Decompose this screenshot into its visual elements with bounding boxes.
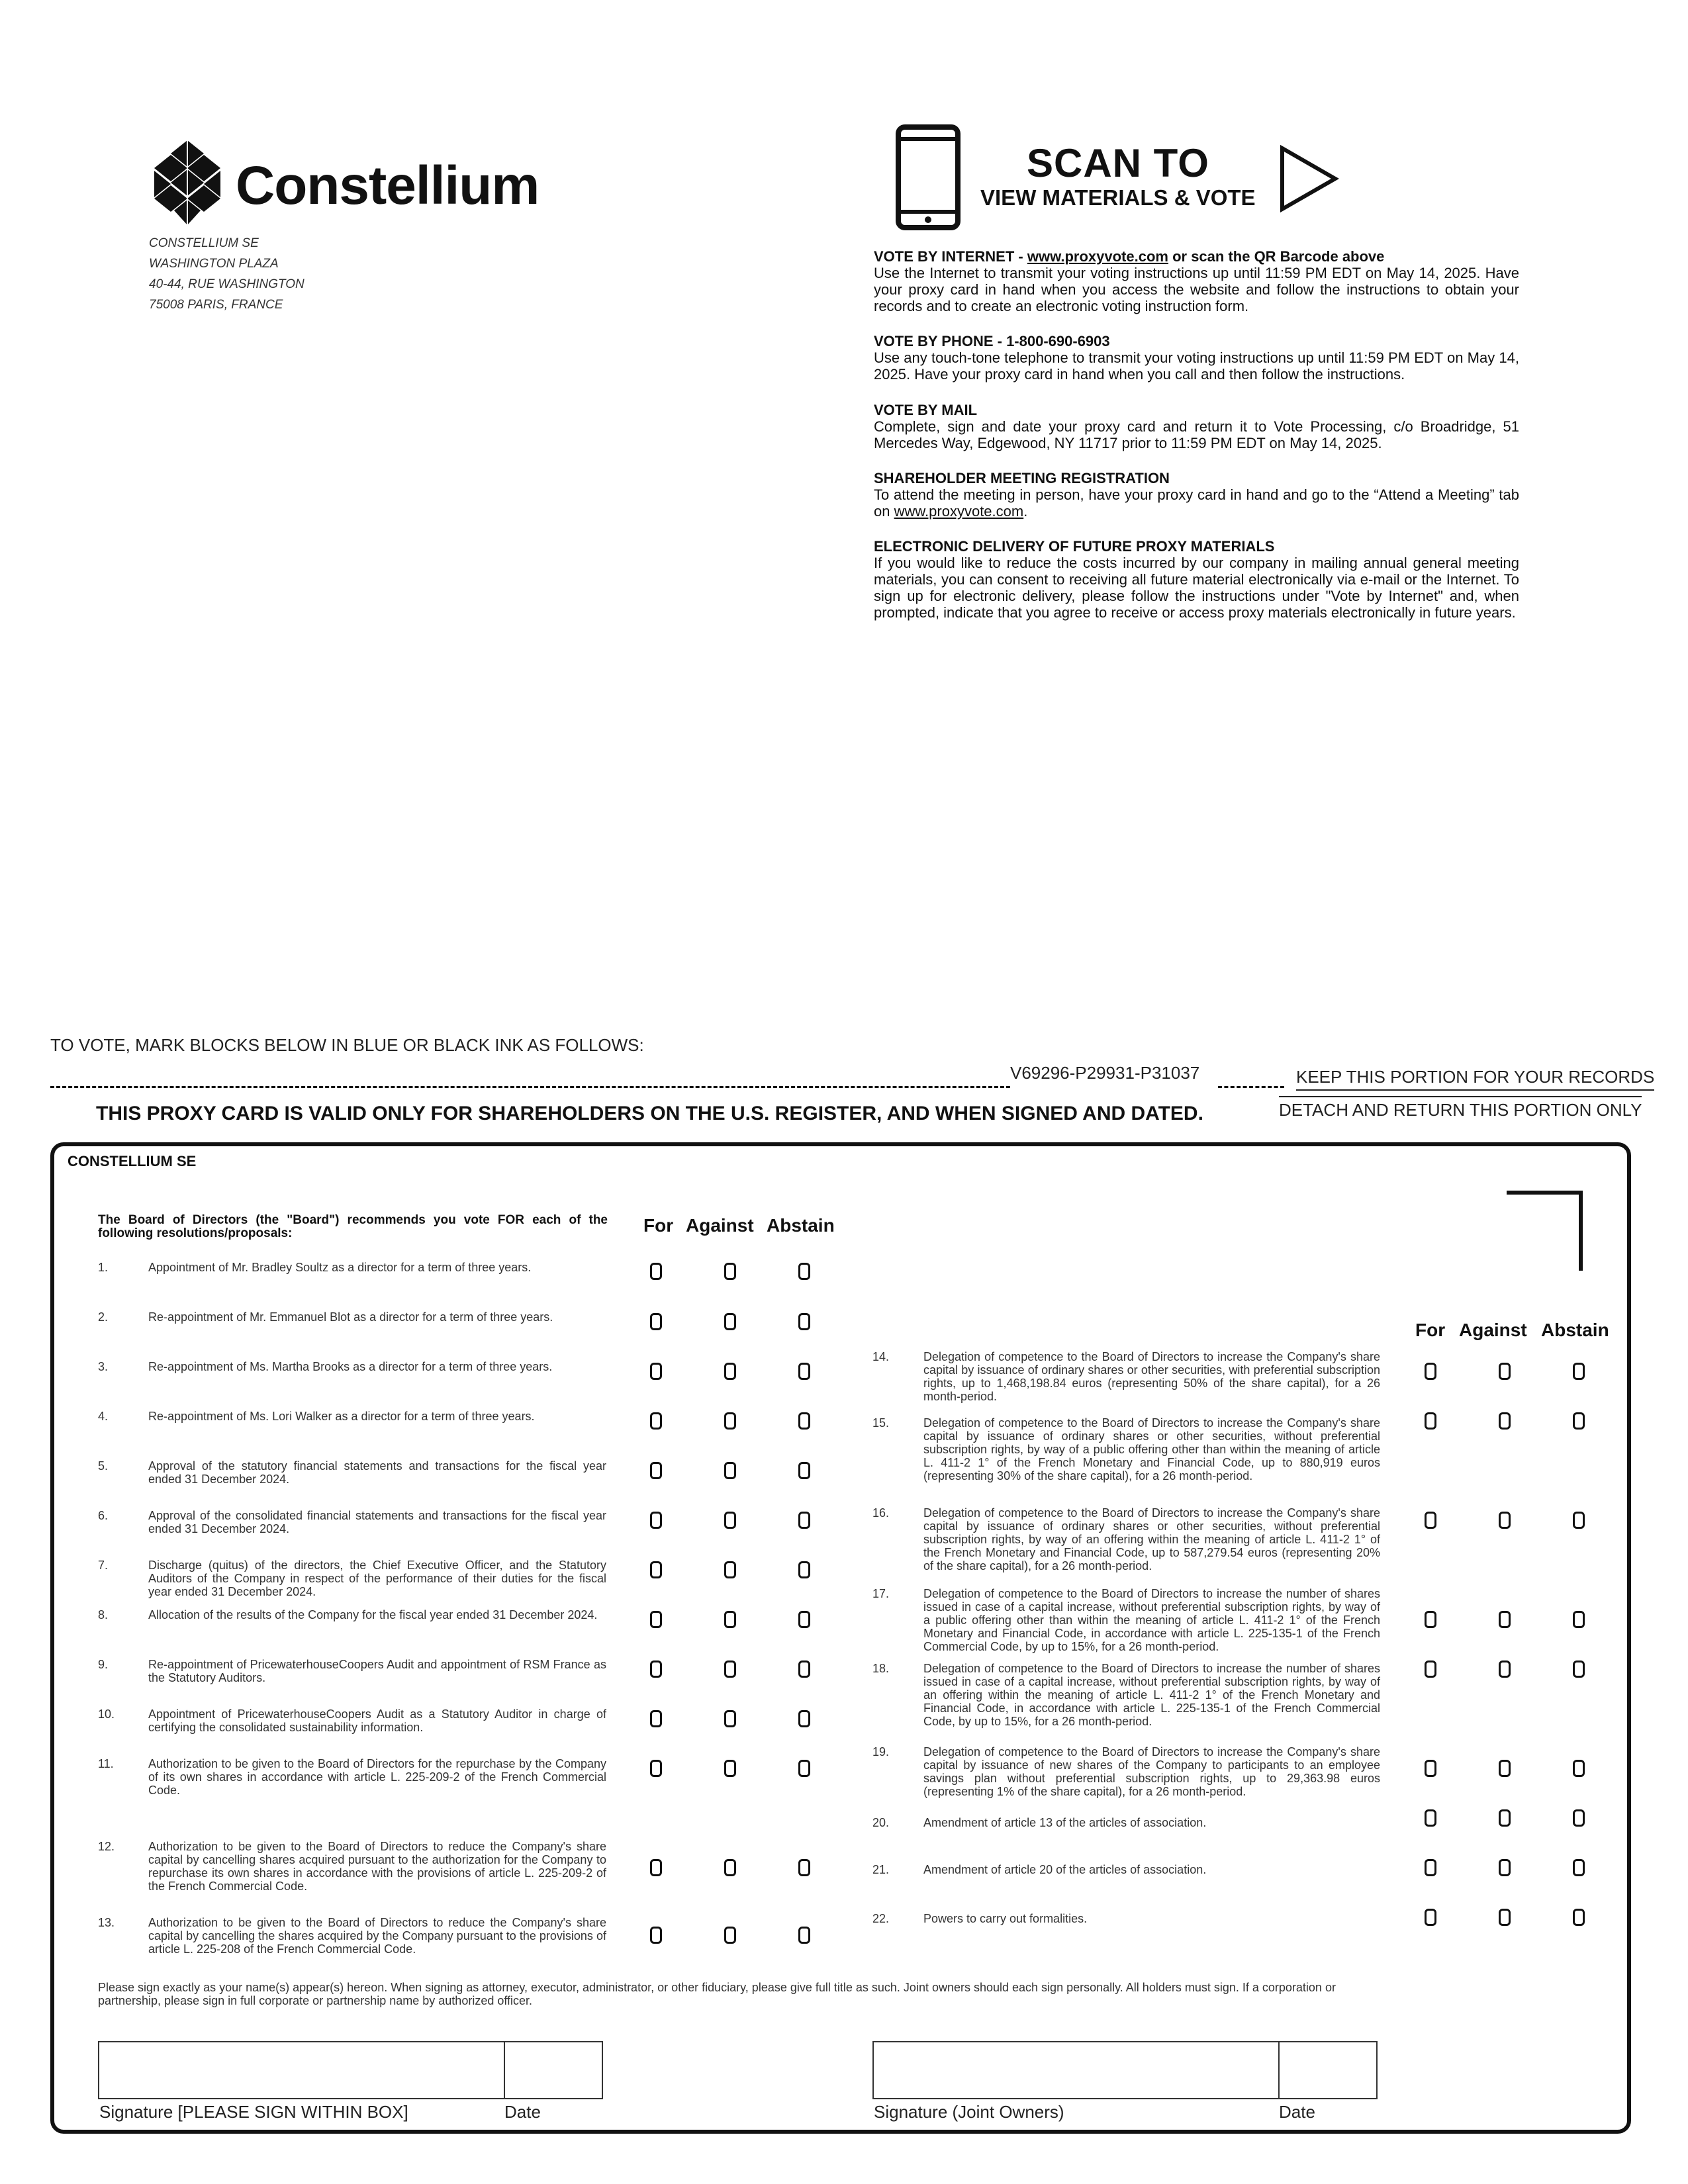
company-logo-text: Constellium [236, 156, 539, 216]
vote-against-checkbox[interactable] [724, 1661, 736, 1678]
vote-against-checkbox[interactable] [724, 1561, 736, 1578]
vote-abstain-checkbox[interactable] [1573, 1661, 1585, 1678]
resolution-number: 6. [98, 1509, 109, 1522]
vote-for-checkbox[interactable] [650, 1859, 662, 1876]
resolution-number: 12. [98, 1840, 115, 1853]
vote-against-checkbox[interactable] [724, 1710, 736, 1727]
signature-date-label: Date [504, 2102, 541, 2122]
vote-against-checkbox[interactable] [1499, 1760, 1511, 1777]
vote-for-checkbox[interactable] [650, 1263, 662, 1280]
vote-against-checkbox[interactable] [1499, 1363, 1511, 1380]
shareholder-meeting-registration [874, 470, 1519, 520]
resolution-text: Powers to carry out formalities. [923, 1912, 1088, 1925]
resolution-number: 10. [98, 1707, 115, 1721]
resolution-text: Amendment of article 20 of the articles of association. [923, 1863, 1207, 1876]
vote-for-checkbox[interactable] [1425, 1611, 1436, 1628]
resolution-text: Re-appointment of Ms. Lori Walker as a director for a term of three years. [148, 1410, 535, 1423]
right-col-header-abstain: Abstain [1541, 1320, 1609, 1340]
vote-for-checkbox[interactable] [1425, 1512, 1436, 1529]
electronic-delivery [874, 538, 1519, 621]
vote-against-checkbox[interactable] [724, 1412, 736, 1430]
joint-signature-date-label: Date [1279, 2102, 1315, 2122]
vote-for-checkbox[interactable] [650, 1710, 662, 1727]
registration-heading: SHAREHOLDER MEETING REGISTRATION [874, 470, 1170, 486]
signature-label: Signature [PLEASE SIGN WITHIN BOX] [99, 2102, 408, 2122]
detach-dashed-line-mid [1218, 1086, 1284, 1088]
vote-abstain-checkbox[interactable] [1573, 1760, 1585, 1777]
resolution-number: 16. [872, 1506, 890, 1520]
vote-abstain-checkbox[interactable] [1573, 1363, 1585, 1380]
vote-against-checkbox[interactable] [1499, 1859, 1511, 1876]
vote-by-internet-text: Use the Internet to transmit your voting instructions up until 11:59 PM EDT on May 14, 2025. Have your proxy card in hand when you access the website and follow the instructions to obtain your records and to create an electronic voting instruction form. [874, 265, 1519, 314]
vote-abstain-checkbox[interactable] [798, 1412, 810, 1430]
vote-against-checkbox[interactable] [724, 1313, 736, 1330]
registration-text-after: . [1023, 503, 1028, 520]
vote-abstain-checkbox[interactable] [798, 1313, 810, 1330]
resolution-text: Re-appointment of Mr. Emmanuel Blot as a director for a term of three years. [148, 1310, 553, 1324]
vote-against-checkbox[interactable] [724, 1263, 736, 1280]
detach-dashed-line-left [50, 1086, 1010, 1088]
resolution-text: Authorization to be given to the Board of Directors to reduce the Company's share capital by cancelling shares acquired pursuant to the authorization for the Company to repurchase its own shares in accordance with the provisions of article L. 225-209-2 of the French Commercial Code. [148, 1840, 606, 1893]
scan-subtitle: VIEW MATERIALS & VOTE [980, 185, 1256, 210]
marking-instructions: TO VOTE, MARK BLOCKS BELOW IN BLUE OR BLACK INK AS FOLLOWS: [50, 1035, 644, 1055]
vote-abstain-checkbox[interactable] [798, 1512, 810, 1529]
card-company-name: CONSTELLIUM SE [68, 1153, 197, 1169]
vote-for-checkbox[interactable] [1425, 1909, 1436, 1926]
constellium-logo-icon [151, 140, 224, 226]
vote-by-internet-heading [874, 248, 1519, 265]
vote-abstain-checkbox[interactable] [1573, 1412, 1585, 1430]
keep-portion-label: KEEP THIS PORTION FOR YOUR RECORDS [1296, 1067, 1654, 1091]
vote-for-checkbox[interactable] [650, 1561, 662, 1578]
resolution-number: 20. [872, 1816, 890, 1829]
registration-text-before: To attend the meeting in person, have your proxy card in hand and go to the “Attend a Meeting” tab on [874, 486, 1519, 520]
vote-by-mail-text: Complete, sign and date your proxy card and return it to Vote Processing, c/o Broadridge, 51 Mercedes Way, Edgewood, NY 11717 prior to 11:59 PM EDT on May 14, 2025. [874, 418, 1519, 451]
play-arrow-icon [1278, 144, 1339, 213]
resolution-number: 19. [872, 1745, 890, 1758]
vote-for-checkbox[interactable] [650, 1512, 662, 1529]
resolution-number: 17. [872, 1587, 890, 1600]
vote-for-checkbox[interactable] [1425, 1760, 1436, 1777]
vote-for-checkbox[interactable] [1425, 1363, 1436, 1380]
resolution-text: Re-appointment of PricewaterhouseCoopers Audit and appointment of RSM France as the Statutory Auditors. [148, 1658, 606, 1684]
resolution-number: 9. [98, 1658, 109, 1671]
resolution-text: Discharge (quitus) of the directors, the Chief Executive Officer, and the Statutory Auditors of the Company in respect of the performance of their duties for the fiscal year ended 31 December 2024. [148, 1559, 606, 1598]
vote-for-checkbox[interactable] [1425, 1859, 1436, 1876]
resolution-number: 11. [98, 1757, 114, 1770]
joint-signature-label: Signature (Joint Owners) [874, 2102, 1064, 2122]
corner-mark-icon [1504, 1190, 1583, 1273]
signing-instructions: Please sign exactly as your name(s) appear(s) hereon. When signing as attorney, executor, administrator, or other fiduciary, please give full title as such. Joint owners should each sign personally. All holders must sign. If a corporation or partnership, please sign in full corporate or partnership name by authorized officer. [98, 1981, 1336, 2007]
address-line: 40-44, RUE WASHINGTON [149, 277, 305, 291]
vote-abstain-checkbox[interactable] [798, 1661, 810, 1678]
vote-for-checkbox[interactable] [650, 1661, 662, 1678]
vote-abstain-checkbox[interactable] [798, 1760, 810, 1777]
vote-abstain-checkbox[interactable] [798, 1611, 810, 1628]
resolution-number: 7. [98, 1559, 109, 1572]
vote-for-checkbox[interactable] [650, 1363, 662, 1380]
vote-for-checkbox[interactable] [650, 1462, 662, 1479]
resolution-text: Delegation of competence to the Board of Directors to increase the Company's share capital by issuance of ordinary shares or other securities, without preferential subscription rights, by way of an offering within the meaning of article L. 411-2 1° of the French Monetary and Financial Code, up to 587,279.54 euros (representing 20% of the share capital), for a 26 month-period. [923, 1506, 1380, 1572]
smartphone-icon [896, 124, 961, 230]
vote-for-checkbox[interactable] [1425, 1661, 1436, 1678]
vote-against-checkbox[interactable] [724, 1512, 736, 1529]
vote-by-phone [874, 333, 1519, 383]
right-col-header-for: For [1415, 1320, 1446, 1340]
resolution-text: Delegation of competence to the Board of Directors to increase the Company's share capital by issuance of ordinary shares or other securities, without preferential subscription rights, by way of a public offering other than within the meaning of article L. 411-2 1° of the French Monetary and Financial Code, up to 880,919 euros (representing 30% of the share capital), for a 26 month-period. [923, 1416, 1380, 1482]
resolution-text: Delegation of competence to the Board of Directors to increase the number of shares issued in case of a capital increase, without preferential subscription rights, by way of a public offering other than within the meaning of article L. 411-2 1° of the French Monetary and Financial Code, in accordance with article L. 225-135-1 of the French Commercial Code, by up to 15%, for a 26 month-period. [923, 1587, 1380, 1653]
registration-text [874, 486, 1519, 520]
electronic-delivery-heading: ELECTRONIC DELIVERY OF FUTURE PROXY MATERIALS [874, 538, 1275, 555]
address-line: CONSTELLIUM SE [149, 236, 259, 250]
scan-to-vote-banner [896, 124, 1359, 230]
vote-abstain-checkbox[interactable] [798, 1859, 810, 1876]
registration-proxyvote-link[interactable]: www.proxyvote.com [894, 503, 1024, 520]
resolution-number: 18. [872, 1662, 890, 1675]
resolution-number: 13. [98, 1916, 115, 1929]
vote-abstain-checkbox[interactable] [798, 1927, 810, 1944]
vote-by-internet-prefix: VOTE BY INTERNET - [874, 248, 1027, 265]
vote-abstain-checkbox[interactable] [798, 1263, 810, 1280]
resolution-text: Allocation of the results of the Company for the fiscal year ended 31 December 2024. [148, 1608, 598, 1621]
resolution-number: 3. [98, 1360, 109, 1373]
vote-for-checkbox[interactable] [650, 1611, 662, 1628]
vote-against-checkbox[interactable] [724, 1927, 736, 1944]
vote-abstain-checkbox[interactable] [1573, 1809, 1585, 1827]
left-col-header-abstain: Abstain [767, 1215, 835, 1236]
joint-signature-date-box[interactable] [1278, 2041, 1378, 2099]
vote-against-checkbox[interactable] [724, 1859, 736, 1876]
vote-by-mail [874, 402, 1519, 451]
resolution-number: 8. [98, 1608, 109, 1621]
vote-for-checkbox[interactable] [650, 1760, 662, 1777]
vote-against-checkbox[interactable] [724, 1760, 736, 1777]
vote-against-checkbox[interactable] [1499, 1512, 1511, 1529]
board-recommendation: The Board of Directors (the "Board") recommends you vote FOR each of the following resolutions/proposals: [98, 1213, 608, 1240]
vote-for-checkbox[interactable] [1425, 1412, 1436, 1430]
left-col-header-against: Against [686, 1215, 754, 1236]
vote-abstain-checkbox[interactable] [798, 1710, 810, 1727]
vote-by-internet-suffix: or scan the QR Barcode above [1168, 248, 1385, 265]
resolution-text: Re-appointment of Ms. Martha Brooks as a director for a term of three years. [148, 1360, 553, 1373]
vote-against-checkbox[interactable] [724, 1363, 736, 1380]
vote-against-checkbox[interactable] [1499, 1809, 1511, 1827]
control-number: V69296-P29931-P31037 [1010, 1063, 1200, 1083]
resolution-text: Authorization to be given to the Board of Directors for the repurchase by the Company of its own shares in accordance with article L. 225-209-2 of the French Commercial Code. [148, 1757, 606, 1797]
vote-against-checkbox[interactable] [1499, 1611, 1511, 1628]
resolution-number: 5. [98, 1459, 109, 1473]
signature-date-box[interactable] [504, 2041, 603, 2099]
resolution-number: 4. [98, 1410, 109, 1423]
resolution-number: 1. [98, 1261, 109, 1274]
resolution-text: Appointment of PricewaterhouseCoopers Audit as a Statutory Auditor in charge of certifying the consolidated sustainability information. [148, 1707, 606, 1734]
detach-portion-label: DETACH AND RETURN THIS PORTION ONLY [1279, 1096, 1642, 1120]
proxyvote-link[interactable]: www.proxyvote.com [1027, 248, 1168, 265]
joint-signature-box[interactable] [872, 2041, 1280, 2099]
vote-by-phone-text: Use any touch-tone telephone to transmit your voting instructions up until 11:59 PM EDT on May 14, 2025. Have your proxy card in hand when you call and then follow the instructions. [874, 349, 1519, 383]
vote-for-checkbox[interactable] [650, 1927, 662, 1944]
vote-abstain-checkbox[interactable] [1573, 1611, 1585, 1628]
resolution-text: Approval of the consolidated financial statements and transactions for the fiscal year ended 31 December 2024. [148, 1509, 606, 1535]
resolution-text: Delegation of competence to the Board of Directors to increase the Company's share capital by issuance of new shares of the Company to participants to an employee savings plan without preferential subscription rights, up to 29,363.98 euros (representing 1% of the share capital), for a 26 month-period. [923, 1745, 1380, 1798]
resolution-text: Delegation of competence to the Board of Directors to increase the number of shares issued in case of a capital increase, without preferential subscription rights, by way of an offering within the meaning of article L. 411-2 1° of the French Monetary and Financial Code, in accordance with article L. 225-135-1 of the French Commercial Code, by up to 15%, for a 26 month-period. [923, 1662, 1380, 1728]
vote-against-checkbox[interactable] [1499, 1661, 1511, 1678]
vote-against-checkbox[interactable] [1499, 1909, 1511, 1926]
vote-against-checkbox[interactable] [724, 1462, 736, 1479]
resolution-text: Appointment of Mr. Bradley Soultz as a director for a term of three years. [148, 1261, 532, 1274]
vote-by-phone-heading: VOTE BY PHONE - 1-800-690-6903 [874, 333, 1110, 349]
vote-for-checkbox[interactable] [1425, 1809, 1436, 1827]
left-col-header-for: For [643, 1215, 674, 1236]
resolution-text: Delegation of competence to the Board of Directors to increase the Company's share capital by issuance of ordinary shares or other securities, with preferential subscription rights, up to 1,468,198.84 euros (representing 50% of the share capital), for a 26 month-period. [923, 1350, 1380, 1403]
company-address [149, 233, 305, 315]
address-line: 75008 PARIS, FRANCE [149, 298, 283, 312]
vote-for-checkbox[interactable] [650, 1313, 662, 1330]
address-line: WASHINGTON PLAZA [149, 257, 279, 271]
vote-by-mail-heading: VOTE BY MAIL [874, 402, 978, 418]
vote-abstain-checkbox[interactable] [798, 1462, 810, 1479]
resolution-number: 21. [872, 1863, 890, 1876]
electronic-delivery-text: If you would like to reduce the costs incurred by our company in mailing annual general meeting materials, you can consent to receiving all future material electronically via e-mail or the Internet. To sign up for electronic delivery, please follow the instructions under "Vote by Internet" and, when prompted, indicate that you agree to receive or access proxy materials electronically in future years. [874, 555, 1519, 621]
resolution-text: Authorization to be given to the Board of Directors to reduce the Company's share capital by cancelling the shares acquired by the Company pursuant to the provisions of article L. 225-208 of the French Commercial Code. [148, 1916, 606, 1956]
resolution-text: Approval of the statutory financial statements and transactions for the fiscal year ended 31 December 2024. [148, 1459, 606, 1486]
vote-by-internet [874, 248, 1519, 314]
vote-abstain-checkbox[interactable] [1573, 1859, 1585, 1876]
vote-against-checkbox[interactable] [724, 1611, 736, 1628]
vote-abstain-checkbox[interactable] [1573, 1512, 1585, 1529]
resolution-number: 14. [872, 1350, 890, 1363]
resolution-number: 2. [98, 1310, 109, 1324]
resolution-number: 22. [872, 1912, 890, 1925]
signature-box[interactable] [98, 2041, 505, 2099]
resolution-text: Amendment of article 13 of the articles of association. [923, 1816, 1207, 1829]
validity-notice: THIS PROXY CARD IS VALID ONLY FOR SHAREHOLDERS ON THE U.S. REGISTER, AND WHEN SIGNED AND DATED. [96, 1103, 1203, 1124]
company-logo [151, 140, 541, 226]
vote-against-checkbox[interactable] [1499, 1412, 1511, 1430]
right-col-header-against: Against [1459, 1320, 1527, 1340]
resolution-number: 15. [872, 1416, 890, 1430]
vote-abstain-checkbox[interactable] [798, 1363, 810, 1380]
vote-abstain-checkbox[interactable] [798, 1561, 810, 1578]
vote-abstain-checkbox[interactable] [1573, 1909, 1585, 1926]
scan-title: SCAN TO [1027, 141, 1209, 185]
vote-for-checkbox[interactable] [650, 1412, 662, 1430]
